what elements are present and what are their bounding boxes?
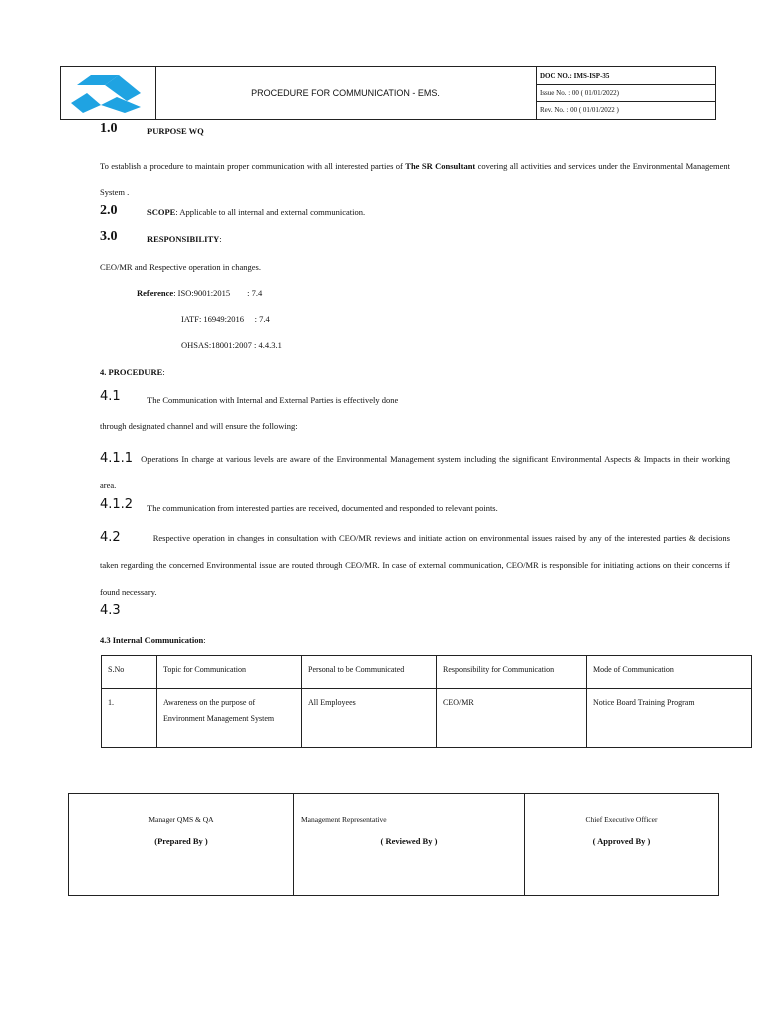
internal-comm-colon: : [203, 635, 206, 645]
company-name: The SR Consultant [405, 161, 476, 171]
issue-number: Issue No. : 00 ( 01/01/2022) [537, 85, 715, 102]
approved-role: Chief Executive Officer [585, 815, 658, 824]
reviewed-by: ( Reviewed By ) [380, 836, 438, 846]
internal-comm-heading-line [100, 635, 206, 645]
reference-iatf: IATF: 16949:2016 : 7.4 [181, 314, 270, 324]
section-number-4-1: 4.1 [100, 389, 121, 404]
responsibility-colon: : [219, 234, 222, 244]
internal-comm-heading: 4.3 Internal Communication [100, 635, 204, 645]
text-4-1-1: Operations In charge at various levels are aware of the Environmental Management system including the significant Environmental Aspects & Impacts in their working area. [100, 454, 730, 490]
section-number-4-1-2: 4.1.2 [100, 497, 134, 512]
signature-row [69, 794, 719, 896]
table-header-cell: S.No [102, 656, 157, 689]
section-number-4-1-1: 4.1.1 [100, 451, 134, 466]
section-number-purpose: 1.0 [100, 121, 118, 136]
table-header-cell: Topic for Communication [157, 656, 302, 689]
table-row [102, 689, 752, 748]
procedure-colon: : [162, 367, 165, 377]
responsibility-line [147, 234, 222, 244]
document-title: PROCEDURE FOR COMMUNICATION - EMS. [155, 67, 537, 119]
table-cell: CEO/MR [437, 689, 587, 748]
table-cell: Awareness on the purpose of Environment Management System [157, 689, 302, 748]
company-logo-icon [61, 67, 155, 119]
section-number-responsibility: 3.0 [100, 229, 118, 244]
paragraph-4-2 [100, 524, 730, 606]
purpose-text-b: covering all activities and services under the Environmental Management System . [100, 161, 731, 197]
text-4-1-2: The communication from interested parties are received, documented and responded to relevant points. [147, 503, 498, 513]
scope-line [147, 207, 365, 217]
table-header-cell: Responsibility for Communication [437, 656, 587, 689]
section-number-scope: 2.0 [100, 203, 118, 218]
section-heading-procedure: 4. PROCEDURE [100, 367, 163, 377]
scope-text: : Applicable to all internal and external communication. [175, 207, 366, 217]
procedure-heading-line [100, 367, 165, 377]
reference-ohsas: OHSAS:18001:2007 : 4.4.3.1 [181, 340, 282, 350]
document-header [60, 66, 716, 120]
prepared-by: (Prepared By ) [154, 836, 208, 846]
text-4-1-cont: through designated channel and will ensure the following: [100, 421, 298, 431]
document-meta [537, 67, 715, 119]
table-header-row [102, 656, 752, 689]
revision-number: Rev. No. : 00 ( 01/01/2022 ) [540, 106, 619, 114]
table-header-cell: Mode of Communication [587, 656, 752, 689]
reference-iso: : ISO:9001:2015 : 7.4 [173, 288, 263, 298]
doc-number: DOC NO.: IMS-ISP-35 [537, 67, 715, 85]
paragraph-4-1-1 [100, 446, 730, 498]
purpose-text-a: To establish a procedure to maintain proper communication with all interested parties of [100, 161, 406, 171]
text-4-2: Respective operation in changes in consultation with CEO/MR reviews and initiate action on environmental issues raised by any of the interested parties & decisions taken regarding the concerned Environmental issue are routed through CEO/MR. In case of external communication, CEO/MR is responsible for initiating actions on their concerns if found necessary. [100, 533, 730, 597]
text-4-1: The Communication with Internal and External Parties is effectively done [147, 395, 399, 405]
approved-by: ( Approved By ) [592, 836, 651, 846]
section-heading-scope: SCOPE [147, 207, 176, 217]
logo-cell [61, 67, 156, 119]
section-number-4-2: 4.2 [100, 530, 121, 545]
table-cell: Notice Board Training Program [587, 689, 752, 748]
reference-label: Reference [137, 288, 174, 298]
reference-line-1 [137, 288, 262, 298]
signature-table [68, 793, 719, 896]
reviewed-role: Management Representative [301, 815, 387, 824]
responsibility-text: CEO/MR and Respective operation in changes. [100, 262, 261, 272]
signature-cell-prepared [69, 794, 294, 896]
section-heading-purpose: PURPOSE WQ [147, 126, 204, 136]
signature-cell-approved [525, 794, 719, 896]
table-cell: All Employees [302, 689, 437, 748]
prepared-role: Manager QMS & QA [148, 815, 214, 824]
signature-cell-reviewed [294, 794, 525, 896]
table-cell: 1. [102, 689, 157, 748]
table-header-cell: Personal to be Communicated [302, 656, 437, 689]
purpose-paragraph [100, 153, 730, 205]
communication-table [101, 655, 752, 748]
section-number-4-3: 4.3 [100, 603, 121, 618]
section-heading-responsibility: RESPONSIBILITY [147, 234, 220, 244]
